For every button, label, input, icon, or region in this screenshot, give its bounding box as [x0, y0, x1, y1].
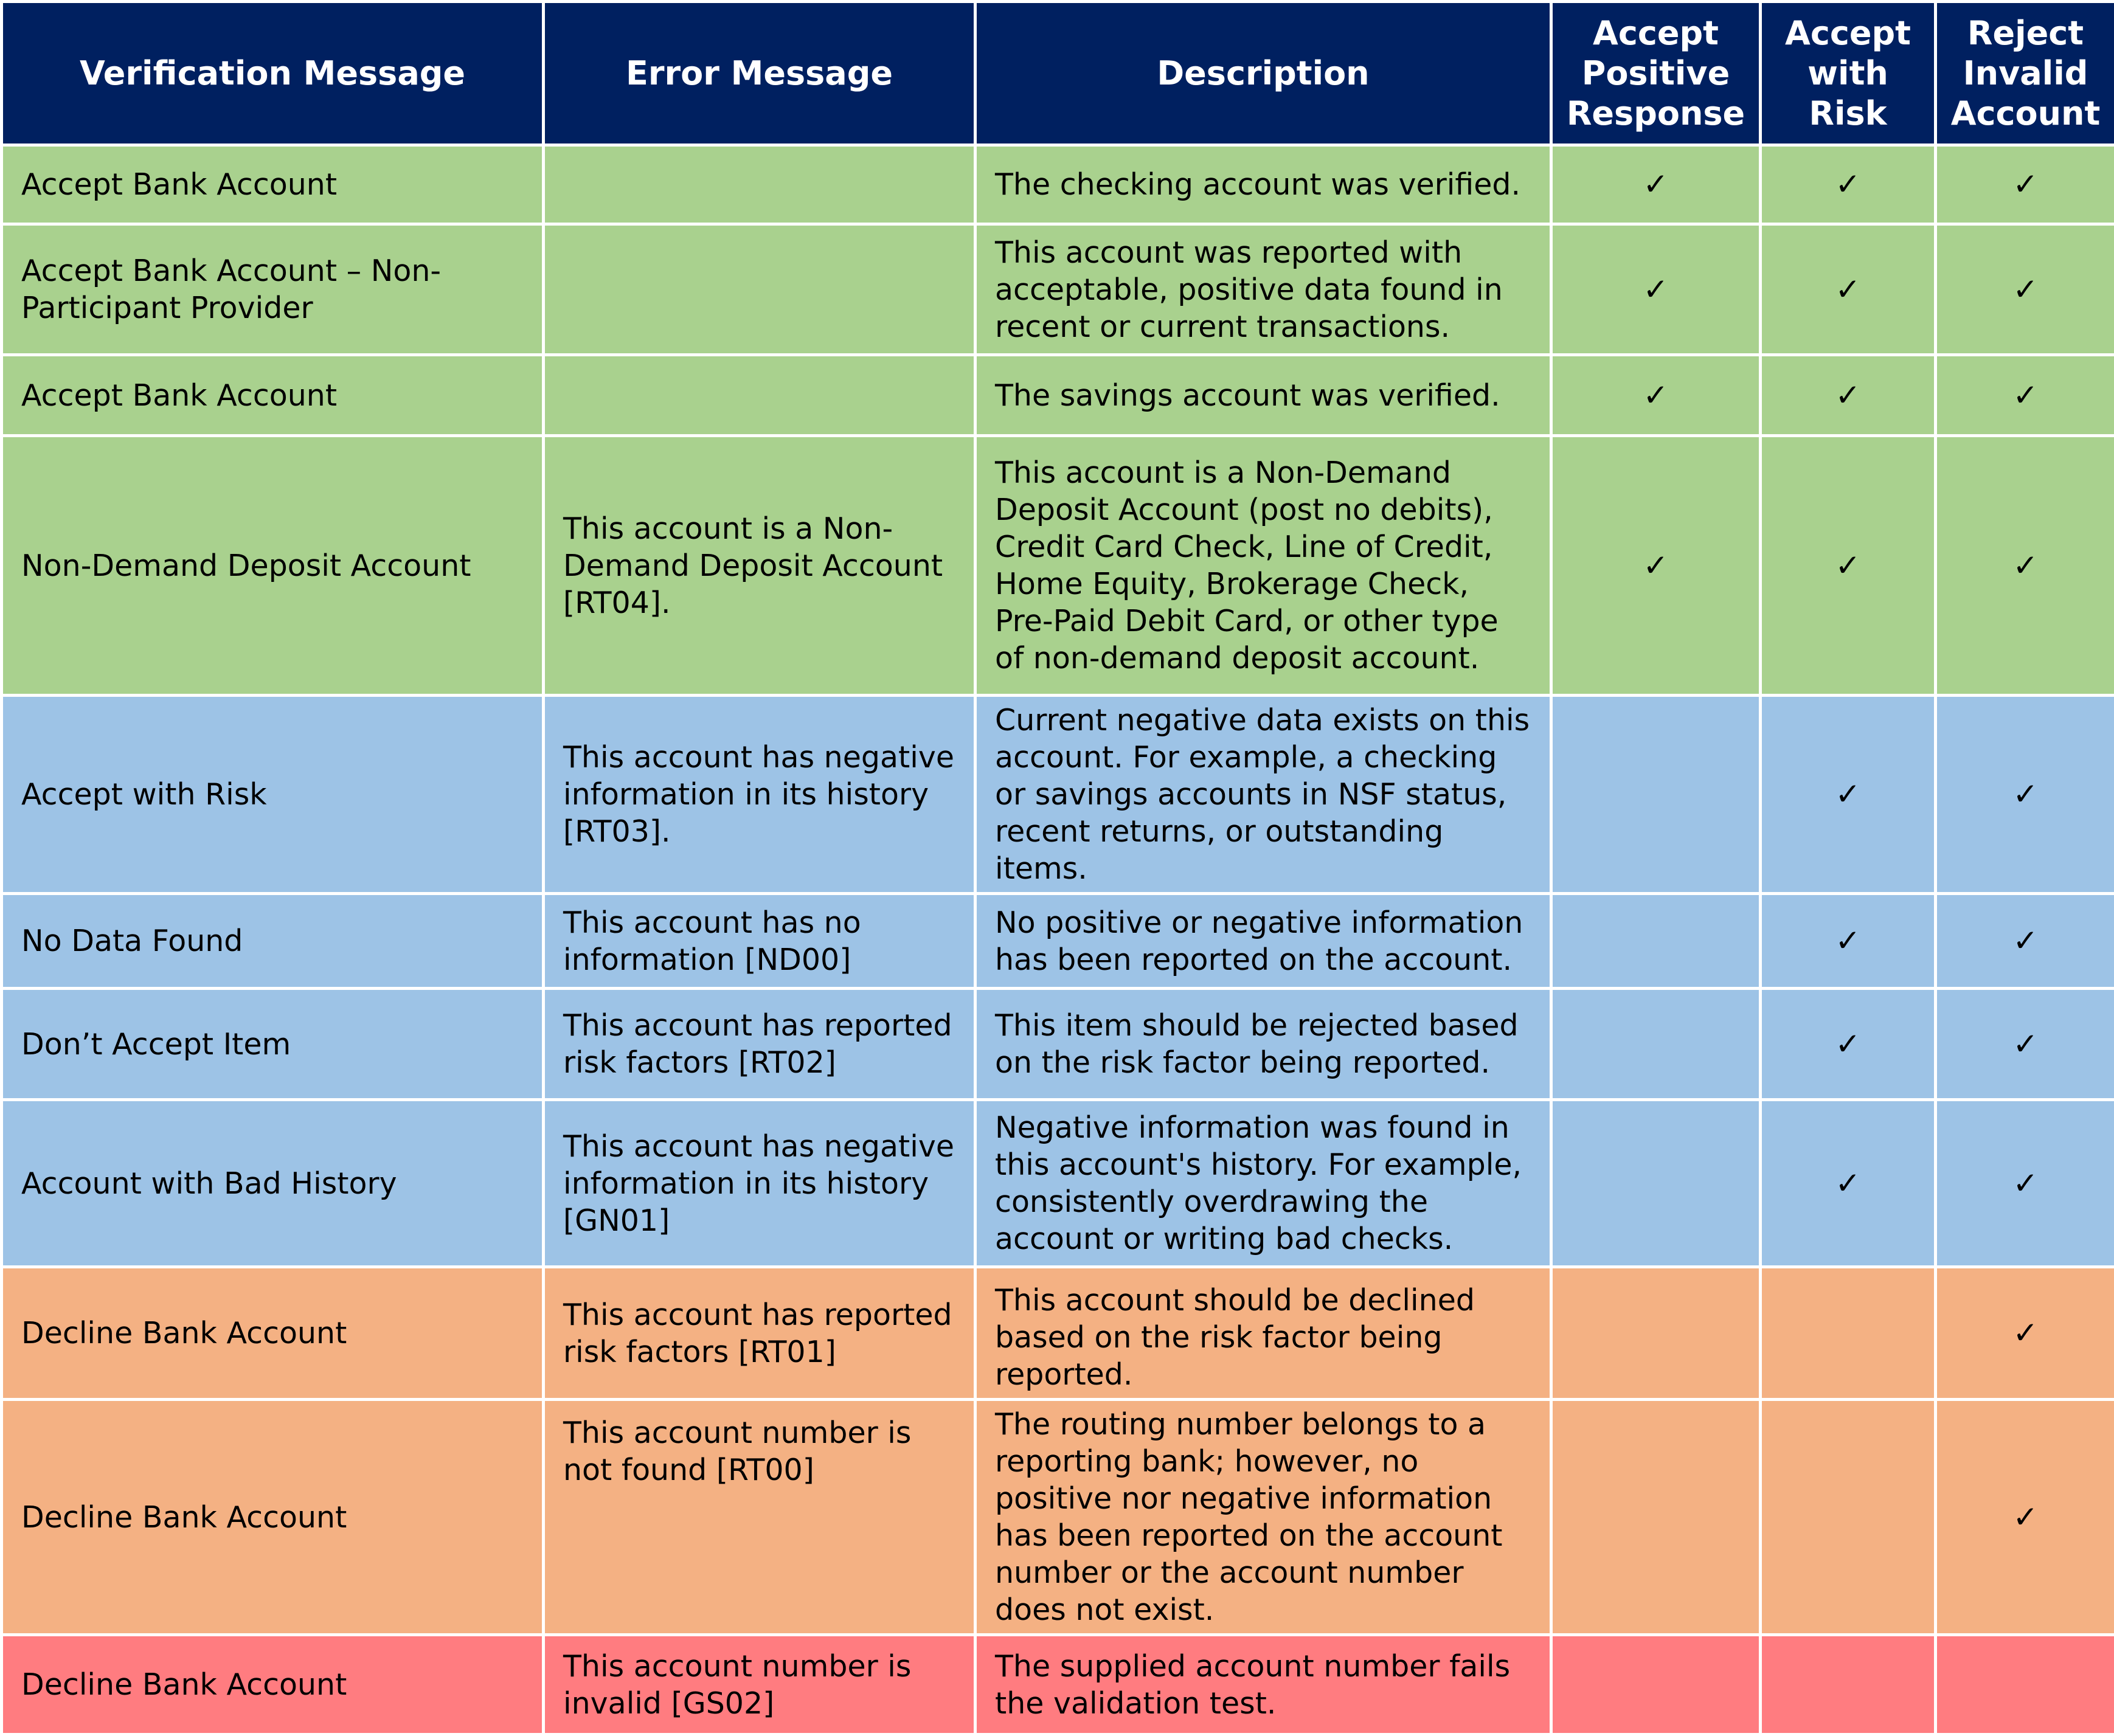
accept-risk-check-icon: [1761, 1400, 1936, 1635]
error-cell: This account has negative information in its history [RT03].: [544, 696, 976, 894]
header-row: [2, 2, 2114, 145]
description-cell: Current negative data exists on this account. For example, a checking or savings accounts in NSF status, recent returns, or outstanding items.: [976, 696, 1551, 894]
header-error-message: Error Message: [544, 2, 976, 145]
table-row: [2, 894, 2114, 989]
table-row: [2, 145, 2114, 224]
description-cell: The savings account was verified.: [976, 355, 1551, 436]
accept-risk-check-icon: ✓: [1761, 1100, 1936, 1267]
accept-risk-check-icon: ✓: [1761, 436, 1936, 696]
verification-cell: Accept with Risk: [2, 696, 544, 894]
accept-risk-check-icon: [1761, 1267, 1936, 1400]
reject-invalid-check-icon: ✓: [1936, 989, 2114, 1100]
verification-cell: Accept Bank Account: [2, 145, 544, 224]
header-description: Description: [976, 2, 1551, 145]
verification-cell: Decline Bank Account: [2, 1400, 544, 1635]
error-cell: [544, 355, 976, 436]
description-cell: This item should be rejected based on the risk factor being reported.: [976, 989, 1551, 1100]
reject-invalid-check-icon: ✓: [1936, 1267, 2114, 1400]
table-body: [2, 145, 2114, 1735]
accept-risk-check-icon: ✓: [1761, 355, 1936, 436]
error-cell: This account number is invalid [GS02]: [544, 1635, 976, 1735]
reject-invalid-check-icon: ✓: [1936, 894, 2114, 989]
description-cell: This account is a Non-Demand Deposit Account (post no debits), Credit Card Check, Line of Credit, Home Equity, Brokerage Check, Pre-Paid Debit Card, or other type of non-demand deposit account.: [976, 436, 1551, 696]
accept-positive-check-icon: [1551, 1400, 1761, 1635]
accept-positive-check-icon: ✓: [1551, 145, 1761, 224]
accept-positive-check-icon: [1551, 1100, 1761, 1267]
accept-positive-check-icon: [1551, 894, 1761, 989]
accept-risk-check-icon: ✓: [1761, 989, 1936, 1100]
verification-cell: Non-Demand Deposit Account: [2, 436, 544, 696]
accept-positive-check-icon: [1551, 696, 1761, 894]
description-cell: The supplied account number fails the validation test.: [976, 1635, 1551, 1735]
reject-invalid-check-icon: ✓: [1936, 224, 2114, 355]
table-row: [2, 1267, 2114, 1400]
accept-positive-check-icon: ✓: [1551, 224, 1761, 355]
table-row: [2, 355, 2114, 436]
header-accept-with-risk: Accept with Risk: [1761, 2, 1936, 145]
header-reject-invalid-account: Reject Invalid Account: [1936, 2, 2114, 145]
verification-cell: Don’t Accept Item: [2, 989, 544, 1100]
reject-invalid-check-icon: ✓: [1936, 696, 2114, 894]
accept-positive-check-icon: [1551, 1267, 1761, 1400]
accept-risk-check-icon: ✓: [1761, 224, 1936, 355]
accept-positive-check-icon: ✓: [1551, 355, 1761, 436]
table-row: [2, 989, 2114, 1100]
accept-risk-check-icon: ✓: [1761, 894, 1936, 989]
error-cell: This account has no information [ND00]: [544, 894, 976, 989]
error-cell: This account has negative information in its history [GN01]: [544, 1100, 976, 1267]
header-verification-message: Verification Message: [2, 2, 544, 145]
verification-cell: Accept Bank Account – Non-Participant Provider: [2, 224, 544, 355]
header-accept-positive-response: Accept Positive Response: [1551, 2, 1761, 145]
reject-invalid-check-icon: ✓: [1936, 1400, 2114, 1635]
description-cell: The routing number belongs to a reporting bank; however, no positive nor negative information has been reported on the account number or the account number does not exist.: [976, 1400, 1551, 1635]
table-row: [2, 1635, 2114, 1735]
accept-positive-check-icon: [1551, 989, 1761, 1100]
verification-cell: No Data Found: [2, 894, 544, 989]
description-cell: The checking account was verified.: [976, 145, 1551, 224]
description-cell: Negative information was found in this account's history. For example, consistently overdrawing the account or writing bad checks.: [976, 1100, 1551, 1267]
description-cell: This account was reported with acceptable, positive data found in recent or current transactions.: [976, 224, 1551, 355]
table-row: [2, 1100, 2114, 1267]
reject-invalid-check-icon: [1936, 1635, 2114, 1735]
description-cell: This account should be declined based on the risk factor being reported.: [976, 1267, 1551, 1400]
accept-positive-check-icon: ✓: [1551, 436, 1761, 696]
reject-invalid-check-icon: ✓: [1936, 355, 2114, 436]
table-row: [2, 224, 2114, 355]
verification-cell: Decline Bank Account: [2, 1267, 544, 1400]
accept-risk-check-icon: [1761, 1635, 1936, 1735]
error-cell: This account has reported risk factors [RT01]: [544, 1267, 976, 1400]
verification-cell: Accept Bank Account: [2, 355, 544, 436]
verification-cell: Account with Bad History: [2, 1100, 544, 1267]
error-cell: This account has reported risk factors [RT02]: [544, 989, 976, 1100]
description-cell: No positive or negative information has been reported on the account.: [976, 894, 1551, 989]
accept-risk-check-icon: ✓: [1761, 145, 1936, 224]
error-cell: This account is a Non-Demand Deposit Account [RT04].: [544, 436, 976, 696]
verification-cell: Decline Bank Account: [2, 1635, 544, 1735]
table-row: [2, 436, 2114, 696]
reject-invalid-check-icon: ✓: [1936, 436, 2114, 696]
reject-invalid-check-icon: ✓: [1936, 1100, 2114, 1267]
table-row: [2, 1400, 2114, 1635]
table-header: [2, 2, 2114, 145]
error-cell: This account number is not found [RT00]: [544, 1400, 976, 1635]
table-row: [2, 696, 2114, 894]
accept-positive-check-icon: [1551, 1635, 1761, 1735]
error-cell: [544, 145, 976, 224]
error-cell: [544, 224, 976, 355]
reject-invalid-check-icon: ✓: [1936, 145, 2114, 224]
accept-risk-check-icon: ✓: [1761, 696, 1936, 894]
